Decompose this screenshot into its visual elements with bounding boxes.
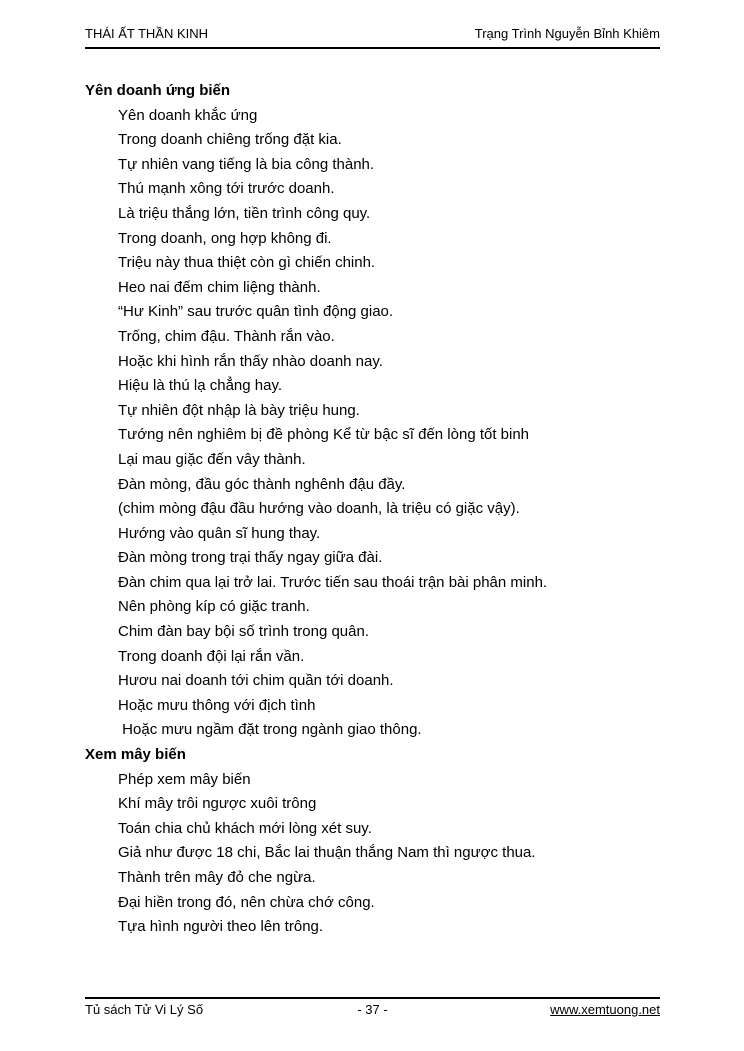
poem-line: Hươu nai doanh tới chim quần tới doanh. (118, 672, 394, 690)
poem-line: Đàn mòng trong trại thấy ngay giữa đài. (118, 549, 383, 567)
poem-line: Heo nai đếm chim liệng thành. (118, 278, 321, 296)
poem-line: Tự nhiên đột nhập là bày triệu hung. (118, 401, 360, 419)
poem-line: Lại mau giặc đến vây thành. (118, 450, 306, 468)
header-author: Trạng Trình Nguyễn Bỉnh Khiêm (474, 26, 660, 41)
poem-line: Trong doanh, ong hợp không đi. (118, 229, 332, 247)
poem-line: Đàn chim qua lại trở lai. Trước tiến sau thoái trận bài phân minh. (118, 573, 548, 591)
poem-line: Trống, chim đậu. Thành rắn vào. (118, 327, 335, 345)
poem-line: Thành trên mây đỏ che ngừa. (118, 869, 316, 886)
poem-line: Khí mây trôi ngược xuôi trông (118, 795, 317, 813)
poem-line: Hoặc khi hình rắn thấy nhào doanh nay. (118, 352, 383, 370)
poem-line: Hoặc mưu thông với địch tình (118, 696, 316, 714)
poem-line: (chim mòng đậu đầu hướng vào doanh, là triệu có giặc vậy). (118, 500, 520, 518)
poem-line: Hoặc mưu ngầm đặt trong ngành giao thông. (118, 721, 422, 739)
section-heading: Yên doanh ứng biến (85, 82, 231, 99)
poem-line: Tướng nên nghiêm bị đề phòng Kể từ bậc sĩ đến lòng tốt binh (118, 426, 530, 444)
poem-line: Trong doanh chiêng trống đặt kia. (118, 131, 342, 149)
poem-line: Là triệu thắng lớn, tiền trình công quy. (118, 204, 371, 222)
poem-line: Toán chia chủ khách mới lòng xét suy. (118, 819, 372, 837)
section-heading: Xem mây biến (85, 746, 186, 764)
poem-line: Tựa hình người theo lên trông. (118, 918, 324, 936)
page-footer (85, 997, 660, 1017)
poem-line: Thú mạnh xông tới trước doanh. (118, 180, 335, 198)
poem-line: Giả như được 18 chi, Bắc lai thuận thắng Nam thì ngược thua. (118, 844, 536, 862)
poem-line: Yên doanh khắc ứng (118, 106, 258, 124)
poem-line: “Hư Kinh” sau trước quân tình động giao. (118, 303, 394, 321)
page-header (85, 26, 660, 49)
poem-line: Triệu này thua thiệt còn gì chiến chinh. (118, 254, 376, 272)
poem-line: Hướng vào quân sĩ hung thay. (118, 524, 321, 542)
poem-line: Tự nhiên vang tiếng là bia công thành. (118, 155, 375, 173)
footer-series-title: Tủ sách Tử Vi Lý Số (85, 1002, 204, 1017)
poem-line: Nên phòng kíp có giặc tranh. (118, 598, 310, 616)
footer-website-link[interactable]: www.xemtuong.net (550, 1002, 661, 1017)
poem-line: Hiệu là thú lạ chẳng hay. (118, 377, 282, 395)
footer-page-number: - 37 - (357, 1002, 388, 1017)
poem-line: Trong doanh đội lại rắn vần. (118, 647, 305, 665)
poem-line: Đại hiền trong đó, nên chừa chớ công. (118, 893, 375, 911)
document-content (85, 79, 674, 940)
header-book-title: THÁI ẤT THẦN KINH (85, 26, 209, 41)
poem-line: Chim đàn bay bội số trình trong quân. (118, 623, 369, 641)
poem-line: Phép xem mây biến (118, 770, 251, 788)
poem-line: Đàn mòng, đầu góc thành nghênh đậu đầy. (118, 475, 406, 493)
